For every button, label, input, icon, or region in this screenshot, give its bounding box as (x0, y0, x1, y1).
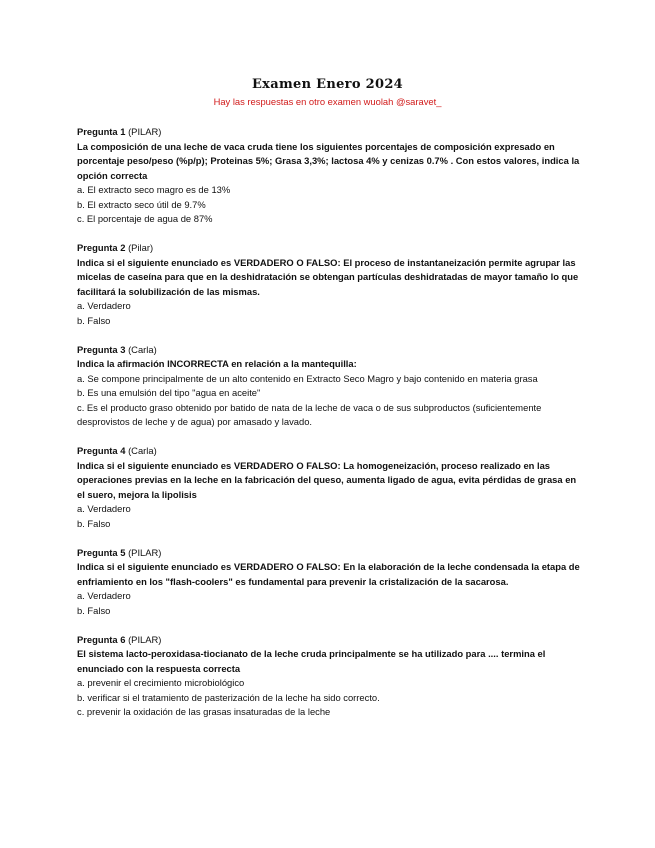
question-number: Pregunta 4 (77, 445, 126, 456)
question-header (77, 546, 582, 561)
answer-option-c: c. Es el producto graso obtenido por batido de nata de la leche de vaca o de sus subproductos (suficientemente desprovistos de leche y de agua) por amasado y lavado. (77, 401, 542, 427)
answer-option-a: a. Verdadero (77, 590, 131, 601)
question-header (77, 343, 582, 358)
question-1 (77, 125, 582, 227)
question-2 (77, 241, 582, 328)
question-author-tag: (PILAR) (128, 126, 162, 137)
question-author-tag: (Pilar) (128, 242, 154, 253)
answer-option-b: b. El extracto seco útil de 9.7% (77, 198, 206, 210)
question-statement: La composición de una leche de vaca cruda tiene los siguientes porcentajes de composición expresado en porcentaje peso/peso (%p/p); Proteinas 5%; Grasa 3,3%; lactosa 4% y cenizas 0.7% . Con estos valores, indica la opción correcta (77, 140, 580, 181)
question-author-tag: (PILAR) (128, 546, 162, 558)
answer-option-b: b. verificar si el tratamiento de pasterización de la leche ha sido correcto. (77, 691, 380, 703)
answer-option-a: a. El extracto seco magro es de 13% (77, 184, 231, 195)
answer-option-a: a. prevenir el crecimiento microbiológico (77, 677, 245, 688)
questions-list (77, 125, 582, 734)
question-statement: Indica si el siguiente enunciado es VERDADERO O FALSO: El proceso de instantaneización permite agrupar las micelas de caseína para que en la deshidratación se obtengan partículas deshidratadas de mayor tamaño lo que facilitará la solubilización de las mismas. (77, 256, 579, 297)
answer-option-a: a. Verdadero (77, 503, 131, 514)
question-4 (77, 444, 582, 531)
question-statement: Indica si el siguiente enunciado es VERDADERO O FALSO: La homogeneización, proceso realizado en las operaciones previas en la leche en la fabricación del queso, aumenta ligado de agua, evita pérdidas de grasa en el suero, mejora la lipolisis (77, 459, 577, 500)
answers-note: Hay las respuestas en otro examen wuolah @saravet_ (213, 96, 442, 107)
question-header (77, 633, 582, 648)
answer-option-c: c. El porcentaje de agua de 87% (77, 213, 213, 224)
answer-option-a: a. Verdadero (77, 300, 131, 311)
answer-option-b: b. Falso (77, 604, 111, 616)
question-header (77, 444, 582, 459)
question-number: Pregunta 2 (77, 242, 126, 253)
answer-option-a: a. Se compone principalmente de un alto contenido en Extracto Seco Magro y bajo contenido en materia grasa (77, 372, 538, 384)
question-author-tag: (PILAR) (128, 633, 162, 645)
question-statement: Indica si el siguiente enunciado es VERDADERO O FALSO: En la elaboración de la leche condensada la etapa de enfriamiento en los "flash-coolers" es fundamental para prevenir la cristalización de la sacarosa. (77, 561, 580, 587)
question-number: Pregunta 5 (77, 546, 126, 558)
question-number: Pregunta 1 (77, 126, 126, 137)
question-statement: Indica la afirmación INCORRECTA en relación a la mantequilla: (77, 358, 357, 369)
answer-option-b: b. Es una emulsión del tipo "agua en aceite" (77, 387, 261, 398)
question-6 (77, 633, 582, 720)
exam-title: Examen Enero 2024 (251, 77, 404, 92)
question-header (77, 125, 582, 140)
question-author-tag: (Carla) (128, 343, 157, 355)
question-statement: El sistema lacto-peroxidasa-tiocianato de la leche cruda principalmente se ha utilizado para .... termina el enunciado con la respuesta correcta (77, 648, 546, 674)
question-header (77, 241, 582, 256)
answer-option-b: b. Falso (77, 314, 111, 326)
question-author-tag: (Carla) (128, 445, 157, 456)
answer-option-c: c. prevenir la oxidación de las grasas insaturadas de la leche (77, 706, 331, 717)
answer-option-b: b. Falso (77, 517, 111, 529)
question-5 (77, 546, 582, 619)
question-number: Pregunta 6 (77, 633, 126, 645)
question-number: Pregunta 3 (77, 343, 126, 355)
question-3 (77, 343, 582, 430)
